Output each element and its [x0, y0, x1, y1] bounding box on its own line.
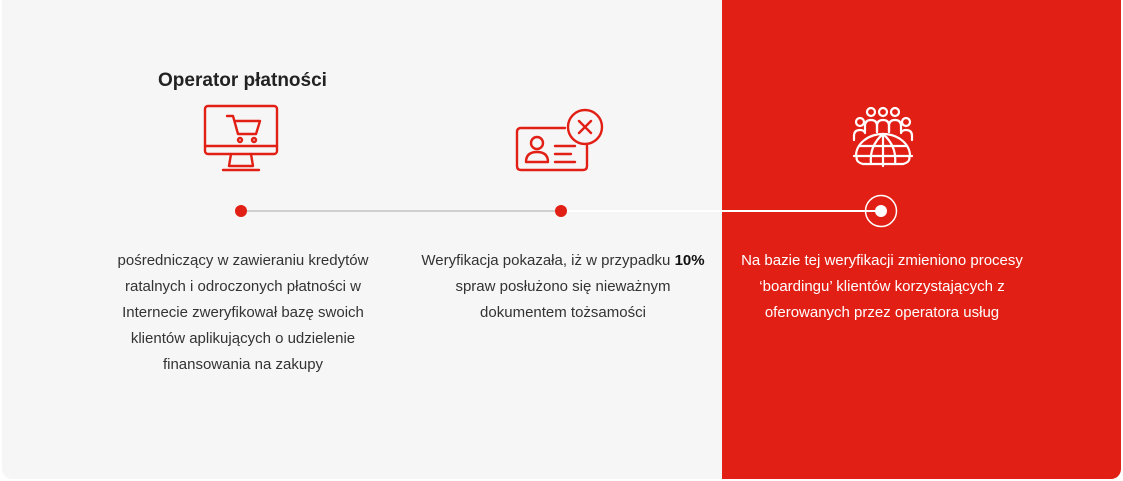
highlight-panel — [722, 0, 1121, 479]
step-2-text-before: Weryfikacja pokazała, iż w przypadku — [421, 252, 671, 269]
people-globe-icon — [851, 106, 915, 168]
timeline-dot-2 — [555, 205, 567, 217]
operator-title: Operator płatności — [158, 70, 327, 91]
step-1-description: pośredniczący w zawieraniu kredytów ratalnych i odroczonych płatności w Internecie zweryfikował bazę swoich klientów aplikujących o udzielenie finansowania na zakupy — [117, 252, 369, 373]
timeline-dot-1 — [235, 205, 247, 217]
invalid-id-card-icon — [515, 108, 607, 172]
step-2-highlight: 10% — [674, 252, 705, 269]
timeline-segment-1 — [241, 210, 561, 212]
step-3-description: Na bazie tej weryfikacji zmieniono procesy ‘boardingu’ klientów korzystających z oferowanych przez operatora usług — [741, 252, 1023, 321]
timeline-dot-3 — [864, 194, 898, 228]
timeline-segment-2 — [561, 210, 881, 212]
step-2-text-after: spraw posłużono się nieważnym dokumentem tożsamości — [455, 278, 671, 321]
step-2-description — [413, 248, 713, 326]
shopping-cart-monitor-icon — [203, 104, 279, 174]
